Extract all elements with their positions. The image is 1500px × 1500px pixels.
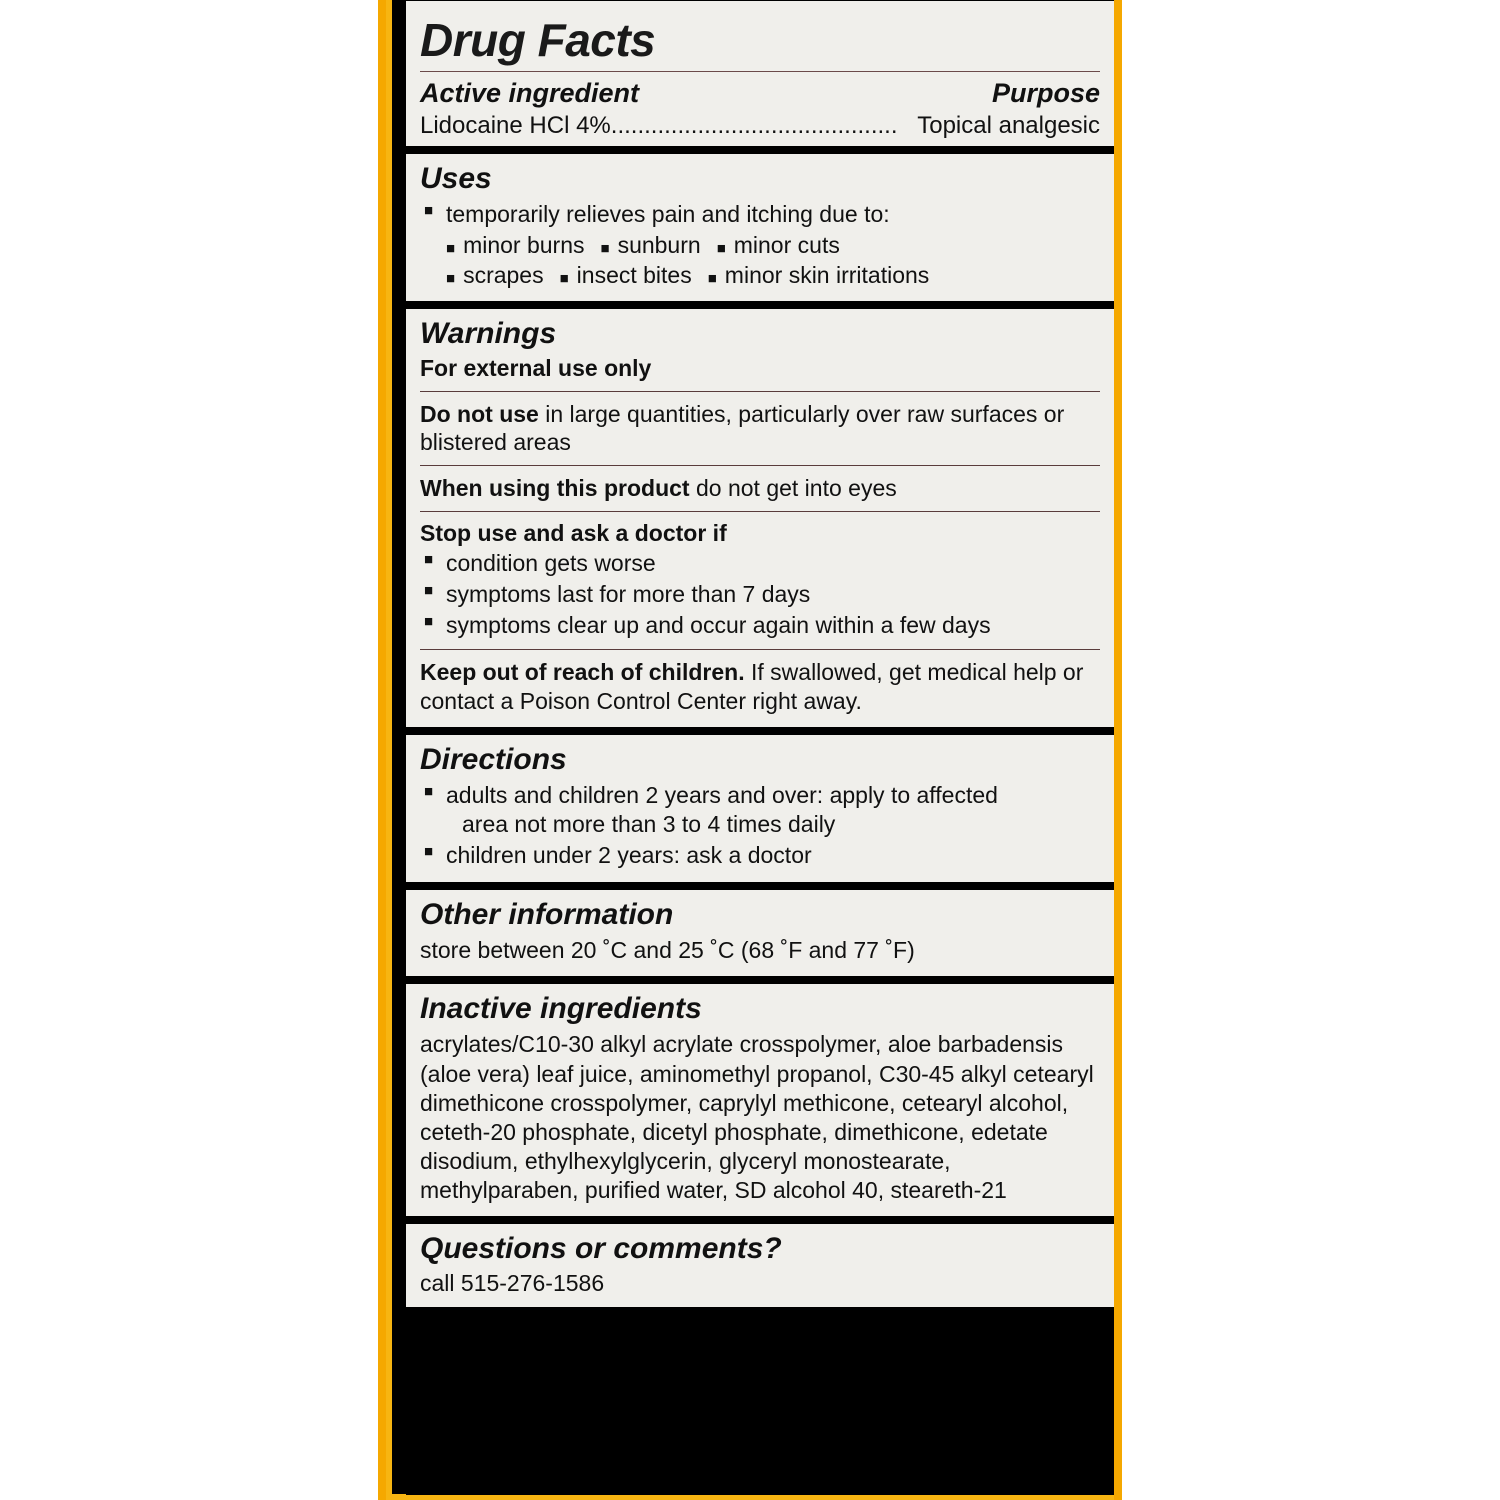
directions-item-line2: area not more than 3 to 4 times daily bbox=[462, 811, 836, 838]
active-ingredient-block bbox=[406, 1, 1114, 146]
warnings-heading: Warnings bbox=[420, 316, 557, 350]
uses-list bbox=[420, 200, 1100, 230]
keep-out-of-reach-paragraph bbox=[420, 658, 1100, 714]
keep-out-text: If swallowed, get medical help or contact a Poison Control Center right away. bbox=[420, 659, 1084, 714]
uses-item: ■ minor skin irritations bbox=[708, 262, 930, 288]
warnings-block bbox=[406, 309, 1114, 727]
page-title: Drug Facts bbox=[420, 14, 656, 66]
other-information-text: store between 20 ˚C and 25 ˚C (68 ˚F and 77 ˚F) bbox=[420, 937, 915, 964]
active-ingredient-name: Lidocaine HCl 4% bbox=[420, 112, 611, 139]
stop-use-heading: Stop use and ask a doctor if bbox=[420, 519, 727, 546]
questions-heading: Questions or comments? bbox=[420, 1231, 782, 1265]
uses-heading: Uses bbox=[420, 162, 492, 195]
directions-item: ■ children under 2 years: ask a doctor bbox=[420, 841, 1100, 871]
directions-block bbox=[406, 735, 1114, 883]
stop-use-item: ■ condition gets worse bbox=[420, 549, 1100, 579]
inactive-ingredients-text: acrylates/C10-30 alkyl acrylate crosspolymer, aloe barbadensis (aloe vera) leaf juice, aminomethyl propanol, C30-45 alkyl cetearyl dimethicone crosspolymer, caprylyl methicone, cetearyl alcohol, ceteth-20 phosphate, dicetyl phosphate, dimethicone, edetate disodium, ethylhexylglycerin, glyceryl monostearate, methylparaben, purified water, SD alcohol 40, steareth-21 bbox=[420, 1031, 1094, 1204]
stop-use-list bbox=[420, 549, 1100, 641]
drug-facts-inner bbox=[406, 1, 1114, 1495]
uses-row-2 bbox=[420, 261, 1100, 291]
external-use-only: For external use only bbox=[420, 354, 652, 381]
when-using-label: When using this product bbox=[420, 474, 690, 501]
do-not-use-text: in large quantities, particularly over raw surfaces or blistered areas bbox=[420, 400, 1065, 455]
uses-item: ■ minor cuts bbox=[717, 232, 840, 258]
purpose-heading: Purpose bbox=[991, 78, 1100, 108]
inactive-ingredients-heading: Inactive ingredients bbox=[420, 992, 702, 1026]
questions-block bbox=[406, 1224, 1114, 1307]
directions-item bbox=[420, 781, 1100, 841]
active-ingredient-heading: Active ingredient bbox=[420, 78, 640, 108]
uses-item: ■ minor burns bbox=[446, 232, 585, 258]
active-ingredient-headings bbox=[420, 78, 1100, 109]
warnings-divider-2 bbox=[420, 465, 1100, 466]
questions-phone: call 515-276-1586 bbox=[420, 1269, 605, 1296]
stop-use-item: ■ symptoms last for more than 7 days bbox=[420, 580, 1100, 610]
other-information-heading: Other information bbox=[420, 898, 674, 932]
uses-item: ■ sunburn bbox=[601, 232, 701, 258]
do-not-use-label: Do not use bbox=[420, 400, 539, 427]
warnings-divider-3 bbox=[420, 511, 1100, 512]
other-information-block bbox=[406, 890, 1114, 976]
when-using-text: do not get into eyes bbox=[689, 474, 897, 501]
warnings-divider-1 bbox=[420, 391, 1100, 392]
leader-dots: ........................................... bbox=[610, 112, 898, 139]
stop-use-item: ■ symptoms clear up and occur again within a few days bbox=[420, 611, 1100, 641]
when-using-paragraph bbox=[420, 474, 1100, 502]
directions-item-line1: adults and children 2 years and over: apply to affected bbox=[446, 781, 998, 808]
active-ingredient-purpose: Topical analgesic bbox=[917, 112, 1100, 139]
uses-block bbox=[406, 154, 1114, 301]
uses-item: ■ insect bites bbox=[560, 262, 692, 288]
keep-out-label: Keep out of reach of children. bbox=[420, 659, 745, 686]
uses-item: ■ scrapes bbox=[446, 262, 544, 288]
drug-facts-panel bbox=[392, 0, 1114, 1494]
warnings-divider-4 bbox=[420, 649, 1100, 650]
inactive-ingredients-block bbox=[406, 984, 1114, 1215]
title-divider bbox=[420, 71, 1100, 72]
uses-lead-item: ■ temporarily relieves pain and itching due to: bbox=[420, 200, 1100, 230]
do-not-use-paragraph bbox=[420, 400, 1100, 456]
active-ingredient-line bbox=[420, 112, 1100, 140]
directions-heading: Directions bbox=[420, 742, 567, 776]
directions-list bbox=[420, 781, 1100, 872]
uses-row-1 bbox=[420, 231, 1100, 261]
